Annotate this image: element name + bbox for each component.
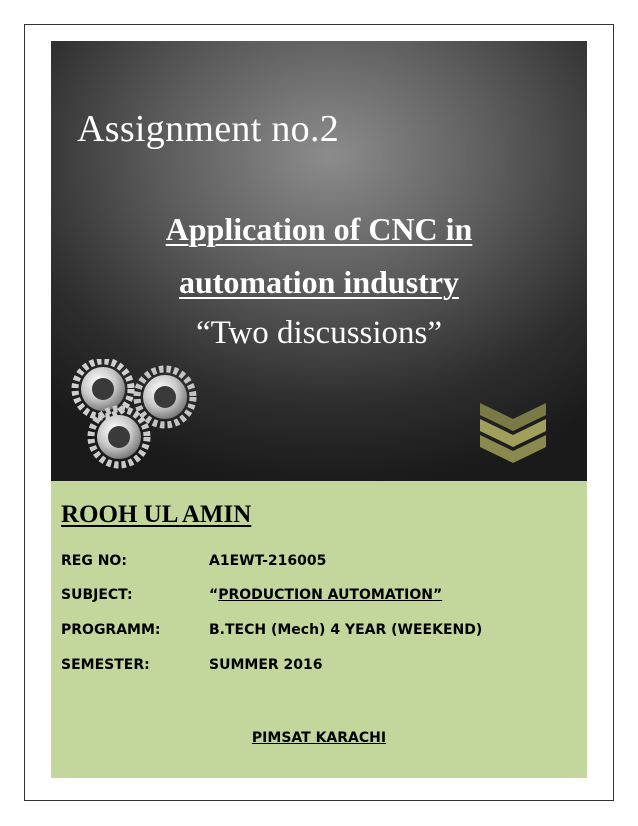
subject-label: SUBJECT: xyxy=(61,587,133,603)
subject-quote: “ xyxy=(209,587,219,603)
subject-text: PRODUCTION AUTOMATION” xyxy=(218,587,443,603)
gear-top-right xyxy=(137,369,193,425)
institute-name: PIMSAT KARACHI xyxy=(251,730,387,746)
chevron-down-icon xyxy=(478,401,548,467)
student-info-panel xyxy=(51,481,587,778)
main-title-line-1: Application of CNC in xyxy=(165,211,473,247)
semester-value: SUMMER 2016 xyxy=(209,657,323,673)
main-title-line-2: automation industry xyxy=(178,264,460,300)
main-title xyxy=(51,203,587,309)
cover-banner xyxy=(51,41,587,481)
subject-value xyxy=(209,587,442,603)
semester-label: SEMESTER: xyxy=(61,657,150,673)
program-label: PROGRAMM: xyxy=(61,622,161,638)
assignment-title: Assignment no.2 xyxy=(77,108,340,150)
reg-no-value: A1EWT-216005 xyxy=(209,553,327,569)
author-name: ROOH UL AMIN xyxy=(61,501,252,528)
gears-icon xyxy=(67,359,207,471)
sub-title: “Two discussions” xyxy=(195,315,443,351)
reg-no-label: REG NO: xyxy=(61,553,127,569)
program-value: B.TECH (Mech) 4 YEAR (WEEKEND) xyxy=(209,622,483,638)
